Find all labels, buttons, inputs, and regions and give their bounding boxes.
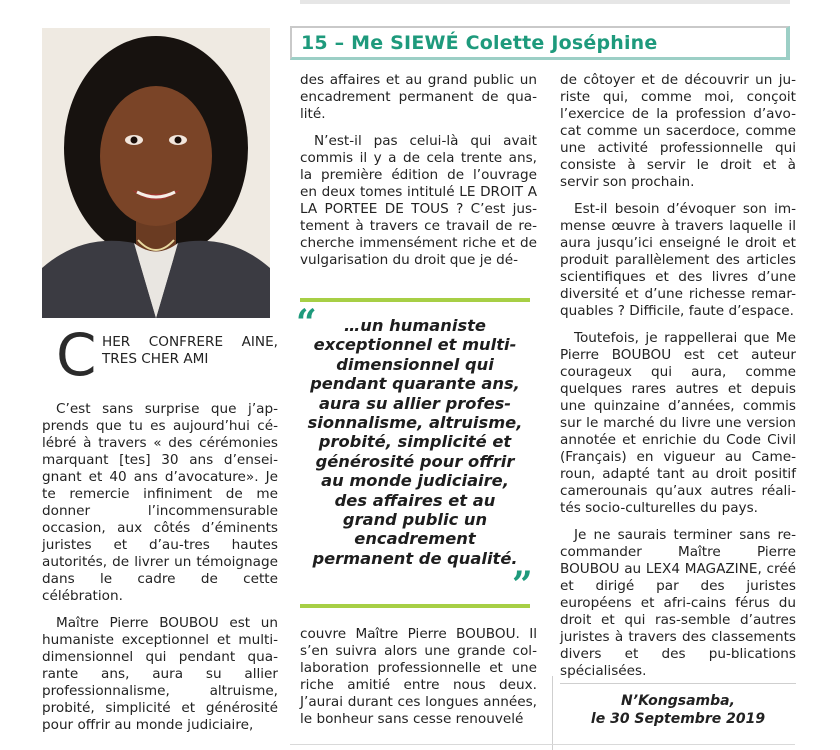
column-3 — [560, 72, 796, 690]
column-divider — [552, 676, 553, 750]
pull-quote — [296, 298, 533, 608]
drop-cap: C — [56, 321, 97, 389]
close-quote-icon: ” — [512, 564, 533, 606]
paragraph: Je ne saurais terminer sans re-commander Maître Pierre BOUBOU au LEX4 MAGAZINE, créé et dirigé par des juristes européens et afri-cains férus du droit et qui ras-semble d’autres juristes à travers des classements divers et des pu-blications spécialisées. — [560, 527, 796, 679]
greeting-line-1: HER CONFRERE AINE, — [102, 334, 278, 350]
paragraph: Maître Pierre BOUBOU est un humaniste exceptionnel et multi-dimensionnel qui pendant qua-rante ans, aura su allier professionnalisme, altruisme, probité, simplicité et générosité pour offrir au monde judiciaire, — [42, 615, 278, 733]
column-2-top — [300, 72, 537, 279]
signoff-date: le 30 Septembre 2019 — [590, 711, 766, 727]
paragraph: des affaires et au grand public un encadrement permanent de qua-lité. — [300, 72, 537, 122]
author-photo — [42, 28, 270, 318]
paragraph: N’est-il pas celui-là qui avait commis il y a de cela trente ans, la première édition de l’ouvrage en deux tomes intitulé LE DROIT A LA PORTEE DE TOUS ? C’est jus-tement à travers ce travail de re-cherche immensément riche et de vulgarisation du droit que je dé- — [300, 133, 537, 268]
bottom-rule — [290, 744, 795, 745]
pull-quote-text: …un humaniste exceptionnel et multi-dimensionnel qui pendant quarante ans, aura su allier profes-sionnalisme, altruisme, probité, simplicité et générosité pour offrir au monde judiciaire, des affaires et au grand public un encadrement permanent de qualité. — [307, 316, 523, 568]
paragraph: Toutefois, je rappellerai que Me Pierre BOUBOU est cet auteur courageux qui aura, comme quelques rares autres et depuis une quinzaine d’années, commis sur le marché du livre une version annotée et enrichie du Code Civil (Français) en vigueur au Came-roun, adapté tant au droit positif camerounais qu’aux autres réali-tés socio-culturelles du pays. — [560, 330, 796, 516]
signoff-place: N’Kongsamba, — [621, 693, 735, 709]
column-2-bottom — [300, 626, 537, 738]
article-title-bar — [290, 26, 790, 60]
portrait-illustration — [42, 28, 270, 318]
paragraph: Est-il besoin d’évoquer son im-mense œuvre à travers laquelle il aura jusqu’ici enseigné le droit et produit parallèlement des articles scientifiques et des livres d’une diversité et d’une richesse remar-quables ? Difficile, faute d’espace. — [560, 201, 796, 319]
paragraph: C’est sans surprise que j’ap-prends que tu es aujourd’hui cé-lébré à travers « des cérémonies marquant [tes] 30 ans d’ensei-gnant et 40 ans d’avocature». Je te remercie infiniment de me donner l’incommensurable occasion, aux côtés d’éminents juristes et d’au-tres hautes autorités, de livrer un témoignage dans le cadre de cette célébration. — [42, 401, 278, 604]
open-quote-icon: “ — [296, 302, 317, 344]
greeting-line-2: TRES CHER AMI — [102, 351, 209, 367]
column-1 — [42, 321, 278, 744]
top-rule — [300, 0, 790, 4]
article-title: 15 – Me SIEWÉ Colette Joséphine — [301, 32, 658, 54]
signoff-divider — [560, 683, 796, 684]
signoff — [560, 692, 796, 728]
paragraph: couvre Maître Pierre BOUBOU. Il s’en suivra alors une grande col-laboration professionnelle et une riche amitié entre nous deux. J’aurai durant ces longues années, le bonheur sans cesse renouvelé — [300, 626, 537, 727]
greeting-block — [42, 321, 278, 393]
paragraph: de côtoyer et de découvrir un ju-riste qui, comme moi, conçoit l’exercice de la profession d’avo-cat comme un sacerdoce, comme une activité professionnelle qui consiste à servir le droit et à servir son prochain. — [560, 72, 796, 190]
